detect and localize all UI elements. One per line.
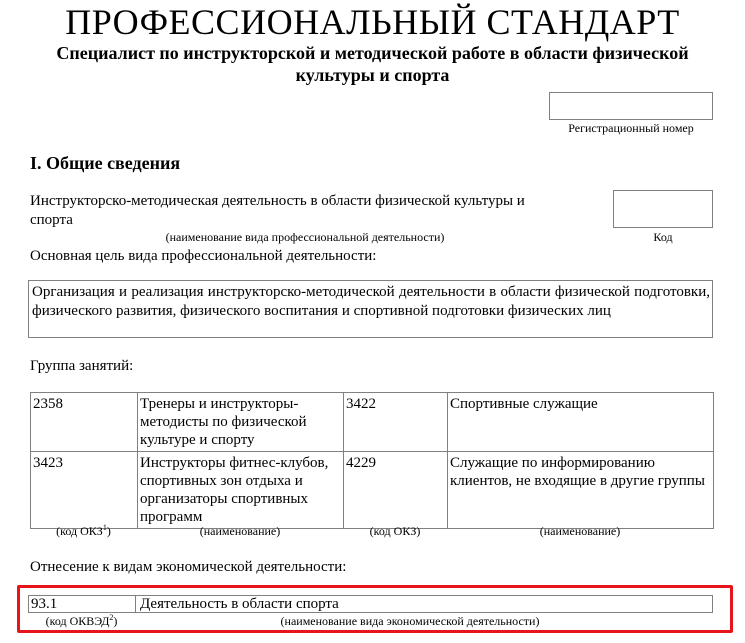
occupation-name-cell: Инструкторы фитнес-клубов, спортивных зон отдыха и организаторы спортивных программ — [138, 452, 344, 529]
activity-code-value — [614, 191, 712, 199]
activity-caption: (наименование вида профессиональной деятельности) — [165, 230, 445, 244]
goal-text: Организация и реализация инструкторско-методической деятельности в области физической подготовки, физического развития, физического воспитания и спортивной подготовки физических лиц — [32, 284, 710, 319]
activity-name-line-1: Инструкторско-методическая деятельность в области физической культуры и — [30, 193, 525, 209]
occupation-name-caption-2: (наименование) — [539, 524, 621, 538]
okved-code: 93.1 — [29, 596, 136, 612]
okved-code-caption — [28, 614, 135, 628]
activity-code-field[interactable] — [613, 190, 713, 228]
okz-code-caption-1-close: ) — [106, 524, 111, 538]
activity-name-line-2: спорта — [30, 212, 73, 228]
occupation-name-cell: Тренеры и инструкторы-методисты по физической культуре и спорту — [138, 393, 344, 452]
okved-row — [28, 595, 713, 613]
okz-code-caption-1 — [30, 524, 137, 538]
subtitle-line-1: Специалист по инструкторской и методической работе в области физической — [56, 43, 689, 63]
registration-number-caption: Регистрационный номер — [568, 121, 694, 135]
okved-code-caption-close: ) — [113, 614, 118, 628]
occupation-code-cell: 3423 — [31, 452, 138, 529]
registration-number-value — [550, 93, 712, 101]
okz-code-caption-1-text: (код ОКЗ — [56, 524, 103, 538]
occupation-group-label: Группа занятий: — [30, 358, 134, 374]
table-row — [31, 452, 714, 529]
occupation-name-cell: Спортивные служащие — [448, 393, 714, 452]
okved-name: Деятельность в области спорта — [140, 596, 339, 612]
registration-number-field[interactable] — [549, 92, 713, 120]
occupation-name-caption-1: (наименование) — [199, 524, 281, 538]
activity-code-caption: Код — [653, 230, 673, 244]
occupation-code-cell: 2358 — [31, 393, 138, 452]
occupation-code-cell: 4229 — [344, 452, 448, 529]
economic-activity-label: Отнесение к видам экономической деятельности: — [30, 559, 347, 575]
activity-name — [30, 192, 590, 230]
standard-subtitle — [30, 42, 715, 86]
okved-code-caption-text: (код ОКВЭД — [45, 614, 110, 628]
footnote-ref-1: 1 — [102, 523, 107, 532]
footnote-ref-2: 2 — [109, 613, 114, 622]
document-title: ПРОФЕССИОНАЛЬНЫЙ СТАНДАРТ — [65, 2, 680, 42]
subtitle-line-2: культуры и спорта — [295, 65, 450, 85]
occupation-table — [30, 392, 714, 529]
occupation-code-cell: 3422 — [344, 393, 448, 452]
section-heading: I. Общие сведения — [30, 153, 181, 173]
occupation-name-cell: Служащие по информированию клиентов, не входящие в другие группы — [448, 452, 714, 529]
okz-code-caption-2: (код ОКЗ) — [369, 524, 421, 538]
goal-label: Основная цель вида профессиональной деятельности: — [30, 248, 377, 264]
table-row — [31, 393, 714, 452]
goal-text-box — [28, 280, 713, 338]
okved-name-caption: (наименование вида экономической деятельности) — [280, 614, 540, 628]
